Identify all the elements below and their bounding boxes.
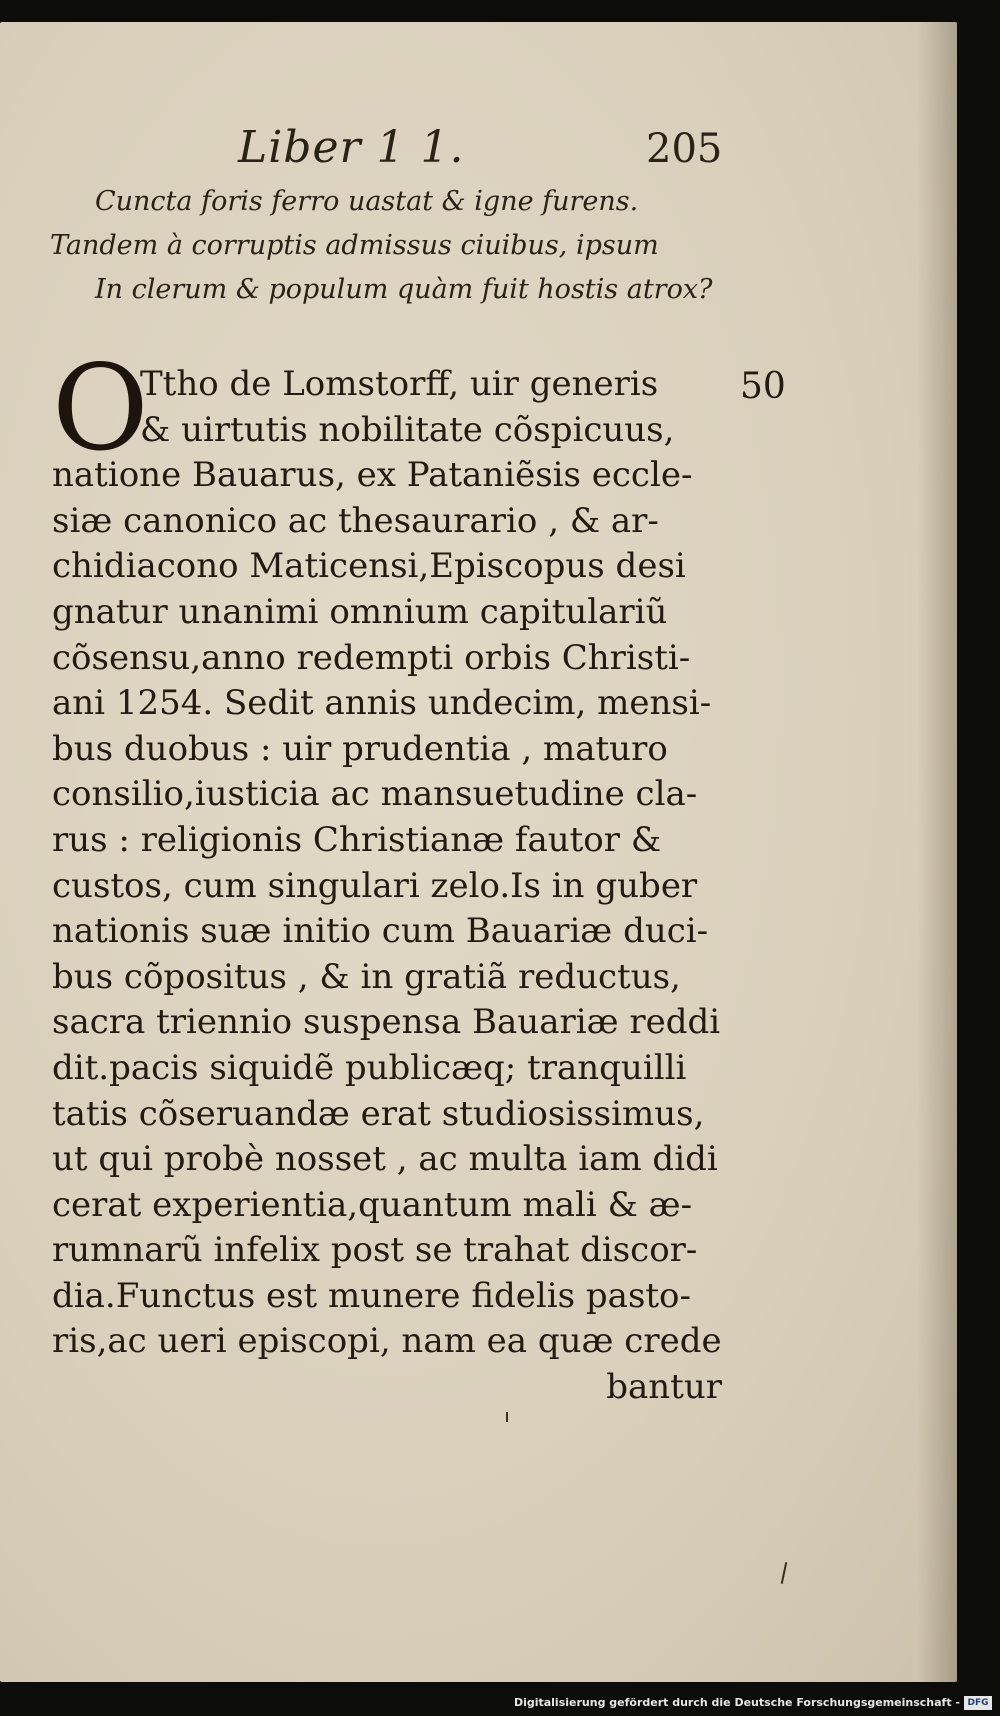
page-number: 205 [646, 126, 723, 172]
footer-bar [0, 1694, 1000, 1716]
text-line: bus cõpositus , & in gratiã reductus, [52, 956, 681, 997]
text-line: & uirtutis nobilitate cõspicuus, [140, 409, 675, 450]
book-page [0, 22, 957, 1682]
body-text [52, 362, 732, 1411]
text-line: dit.pacis siquidẽ publicæq; tranquilli [52, 1047, 687, 1088]
drop-cap: O [52, 339, 149, 477]
ink-speck [506, 1412, 508, 1422]
text-line: rus : religionis Christianæ fautor & [52, 819, 662, 860]
page-header [0, 122, 957, 182]
text-line: siæ canonico ac thesaurario , & ar- [52, 500, 659, 541]
funding-credit: Digitalisierung gefördert durch die Deutsche Forschungsgemeinschaft - [513, 1696, 960, 1709]
text-line: tatis cõseruandæ erat studiosissimus, [52, 1093, 705, 1134]
text-line: Ttho de Lomstorff, uir generis [140, 364, 659, 404]
text-line: rumnarũ infelix post se trahat discor- [52, 1230, 698, 1271]
ink-speck [781, 1562, 788, 1584]
verse-block [40, 180, 760, 312]
catchword: bantur [606, 1367, 722, 1408]
text-line: cõsensu,anno redempti orbis Christi- [52, 637, 691, 678]
text-line: dia.Functus est munere fidelis pasto- [52, 1275, 692, 1316]
text-line: consilio,iusticia ac mansuetudine cla- [52, 774, 698, 815]
text-line: ut qui probè nosset , ac multa iam didi [52, 1139, 718, 1180]
text-line: bus duobus : uir prudentia , maturo [52, 728, 668, 769]
verse-line: Tandem à corruptis admissus ciuibus, ipsum [50, 230, 659, 261]
text-line: gnatur unanimi omnium capitulariũ [52, 591, 668, 632]
text-line: ani 1254. Sedit annis undecim, mensi- [52, 683, 712, 724]
text-line: cerat experientia,quantum mali & æ- [52, 1184, 693, 1225]
text-line: sacra triennio suspensa Bauariæ reddi [52, 1002, 721, 1043]
text-line: custos, cum singulari zelo.Is in guber [52, 865, 698, 906]
text-line: natione Bauarus, ex Pataniẽsis eccle- [52, 455, 693, 496]
text-line: chidiacono Maticensi,Episcopus desi [52, 546, 686, 587]
verse-line: Cuncta foris ferro uastat & igne furens. [95, 186, 639, 217]
dfg-logo: DFG [964, 1696, 992, 1710]
page-gutter-shadow [917, 22, 957, 1682]
text-line: nationis suæ initio cum Bauariæ duci- [52, 911, 709, 952]
verse-line: In clerum & populum quàm fuit hostis atrox? [95, 274, 713, 305]
margin-note: 50 [740, 366, 786, 407]
text-line: ris,ac ueri episcopi, nam ea quæ crede [52, 1321, 722, 1362]
running-head: Liber 1 1. [238, 122, 465, 173]
